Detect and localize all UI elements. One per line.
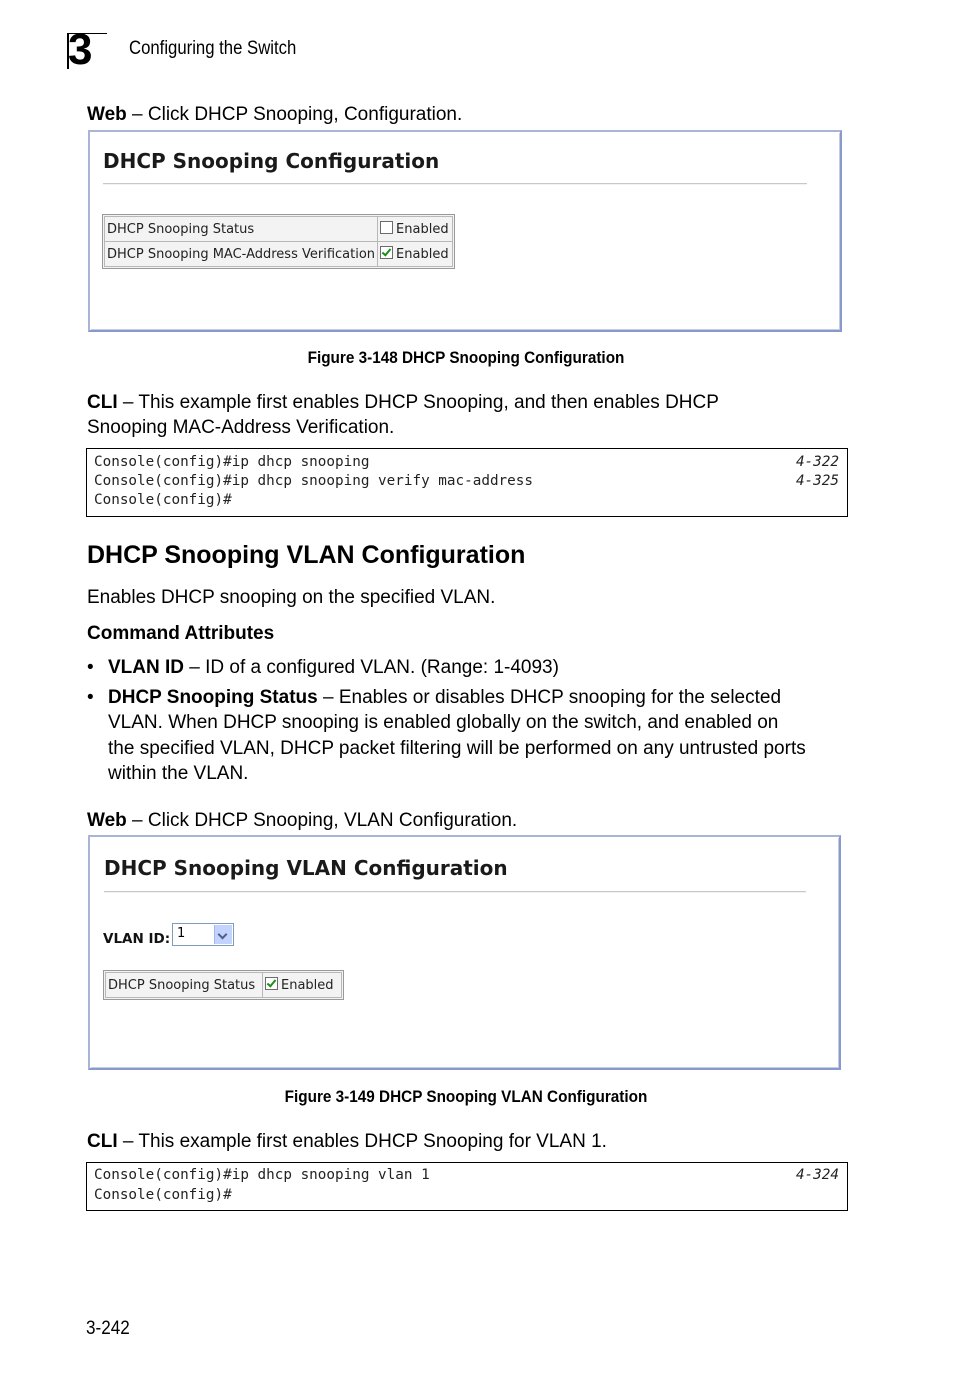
dhcp-snooping-vlan-config-panel	[88, 835, 841, 1070]
chevron-down-icon[interactable]	[214, 925, 232, 944]
mac-verification-label-cell: DHCP Snooping MAC-Address Verification	[105, 242, 378, 267]
bullet-text-line: the specified VLAN, DHCP packet filtering will be performed on any untrusted ports	[108, 738, 806, 759]
mac-verification-option-label: Enabled	[396, 247, 449, 262]
code-line: Console(config)#ip dhcp snooping	[94, 454, 370, 470]
code-example-2	[86, 1162, 848, 1211]
cli-label: CLI	[87, 1131, 118, 1152]
bullet-text-line: within the VLAN.	[108, 763, 249, 784]
bullet-marker-icon: •	[87, 657, 94, 678]
table-row	[105, 217, 453, 242]
table-row	[105, 242, 453, 267]
status-checkbox[interactable]	[380, 221, 393, 234]
panel-title: DHCP Snooping VLAN Configuration	[104, 856, 508, 880]
chapter-number: 3	[68, 25, 92, 74]
vlan-status-table	[105, 972, 342, 998]
attributes-table-frame	[102, 214, 455, 269]
chapter-title: Configuring the Switch	[129, 38, 297, 59]
vlan-status-option-label: Enabled	[281, 978, 334, 993]
code-line: Console(config)#	[94, 492, 232, 508]
panel-title-rule	[104, 891, 806, 893]
list-item	[108, 685, 781, 711]
vlan-id-label: VLAN ID:	[103, 931, 171, 947]
code-line: Console(config)#	[94, 1187, 232, 1203]
mac-verification-checkbox[interactable]	[380, 246, 393, 259]
status-option-cell	[378, 217, 453, 242]
cli-instruction-2	[87, 1129, 607, 1154]
code-reference: 4-324	[795, 1167, 839, 1183]
vlan-id-select[interactable]	[172, 923, 234, 946]
status-option-label: Enabled	[396, 222, 449, 237]
bullet-marker-icon: •	[87, 687, 94, 708]
cli-instruction-text: – This example first enables DHCP Snooping for VLAN 1.	[117, 1131, 607, 1152]
list-item	[108, 655, 559, 681]
web-instruction-1	[87, 102, 462, 127]
section-heading: DHCP Snooping VLAN Configuration	[87, 541, 526, 569]
mac-verification-option-cell	[378, 242, 453, 267]
vlan-status-label-cell: DHCP Snooping Status	[106, 973, 263, 998]
section-intro: Enables DHCP snooping on the specified VLAN.	[87, 587, 496, 608]
cli-label: CLI	[87, 392, 118, 413]
bullet-term: VLAN ID	[108, 657, 184, 678]
bullet-term: DHCP Snooping Status	[108, 687, 318, 708]
status-label-cell: DHCP Snooping Status	[105, 217, 378, 242]
vlan-id-selected-value: 1	[177, 926, 186, 941]
code-reference: 4-325	[795, 473, 839, 489]
code-line: Console(config)#ip dhcp snooping vlan 1	[94, 1167, 430, 1183]
attributes-table	[104, 216, 453, 267]
code-reference: 4-322	[795, 454, 839, 470]
figure-caption: Figure 3-149 DHCP Snooping VLAN Configuration	[284, 1087, 648, 1106]
cli-instruction-1	[87, 390, 719, 415]
panel-title-rule	[103, 183, 807, 185]
web-instruction-2	[87, 808, 517, 833]
cli-instruction-1-continued: Snooping MAC-Address Verification.	[87, 417, 395, 438]
code-line: Console(config)#ip dhcp snooping verify mac-address	[94, 473, 533, 489]
web-label: Web	[87, 810, 127, 831]
cli-instruction-text: – This example first enables DHCP Snooping, and then enables DHCP	[117, 392, 719, 413]
web-instruction-text: – Click DHCP Snooping, VLAN Configuration.	[126, 810, 518, 831]
panel-title: DHCP Snooping Configuration	[103, 149, 440, 173]
bullet-text: – Enables or disables DHCP snooping for the selected	[317, 687, 782, 708]
vlan-status-table-frame	[103, 970, 344, 1000]
dhcp-snooping-config-panel	[88, 130, 842, 332]
bullet-text-line: VLAN. When DHCP snooping is enabled globally on the switch, and enabled on	[108, 712, 779, 733]
figure-caption: Figure 3-148 DHCP Snooping Configuration	[307, 348, 625, 367]
table-row	[106, 973, 342, 998]
web-label: Web	[87, 104, 127, 125]
bullet-text: – ID of a configured VLAN. (Range: 1-4093)	[184, 657, 559, 678]
command-attributes-heading: Command Attributes	[87, 623, 275, 644]
web-instruction-text: – Click DHCP Snooping, Configuration.	[126, 104, 463, 125]
vlan-status-checkbox[interactable]	[265, 977, 278, 990]
vlan-status-option-cell	[263, 973, 342, 998]
page-number: 3-242	[86, 1318, 130, 1339]
code-example-1	[86, 448, 848, 517]
